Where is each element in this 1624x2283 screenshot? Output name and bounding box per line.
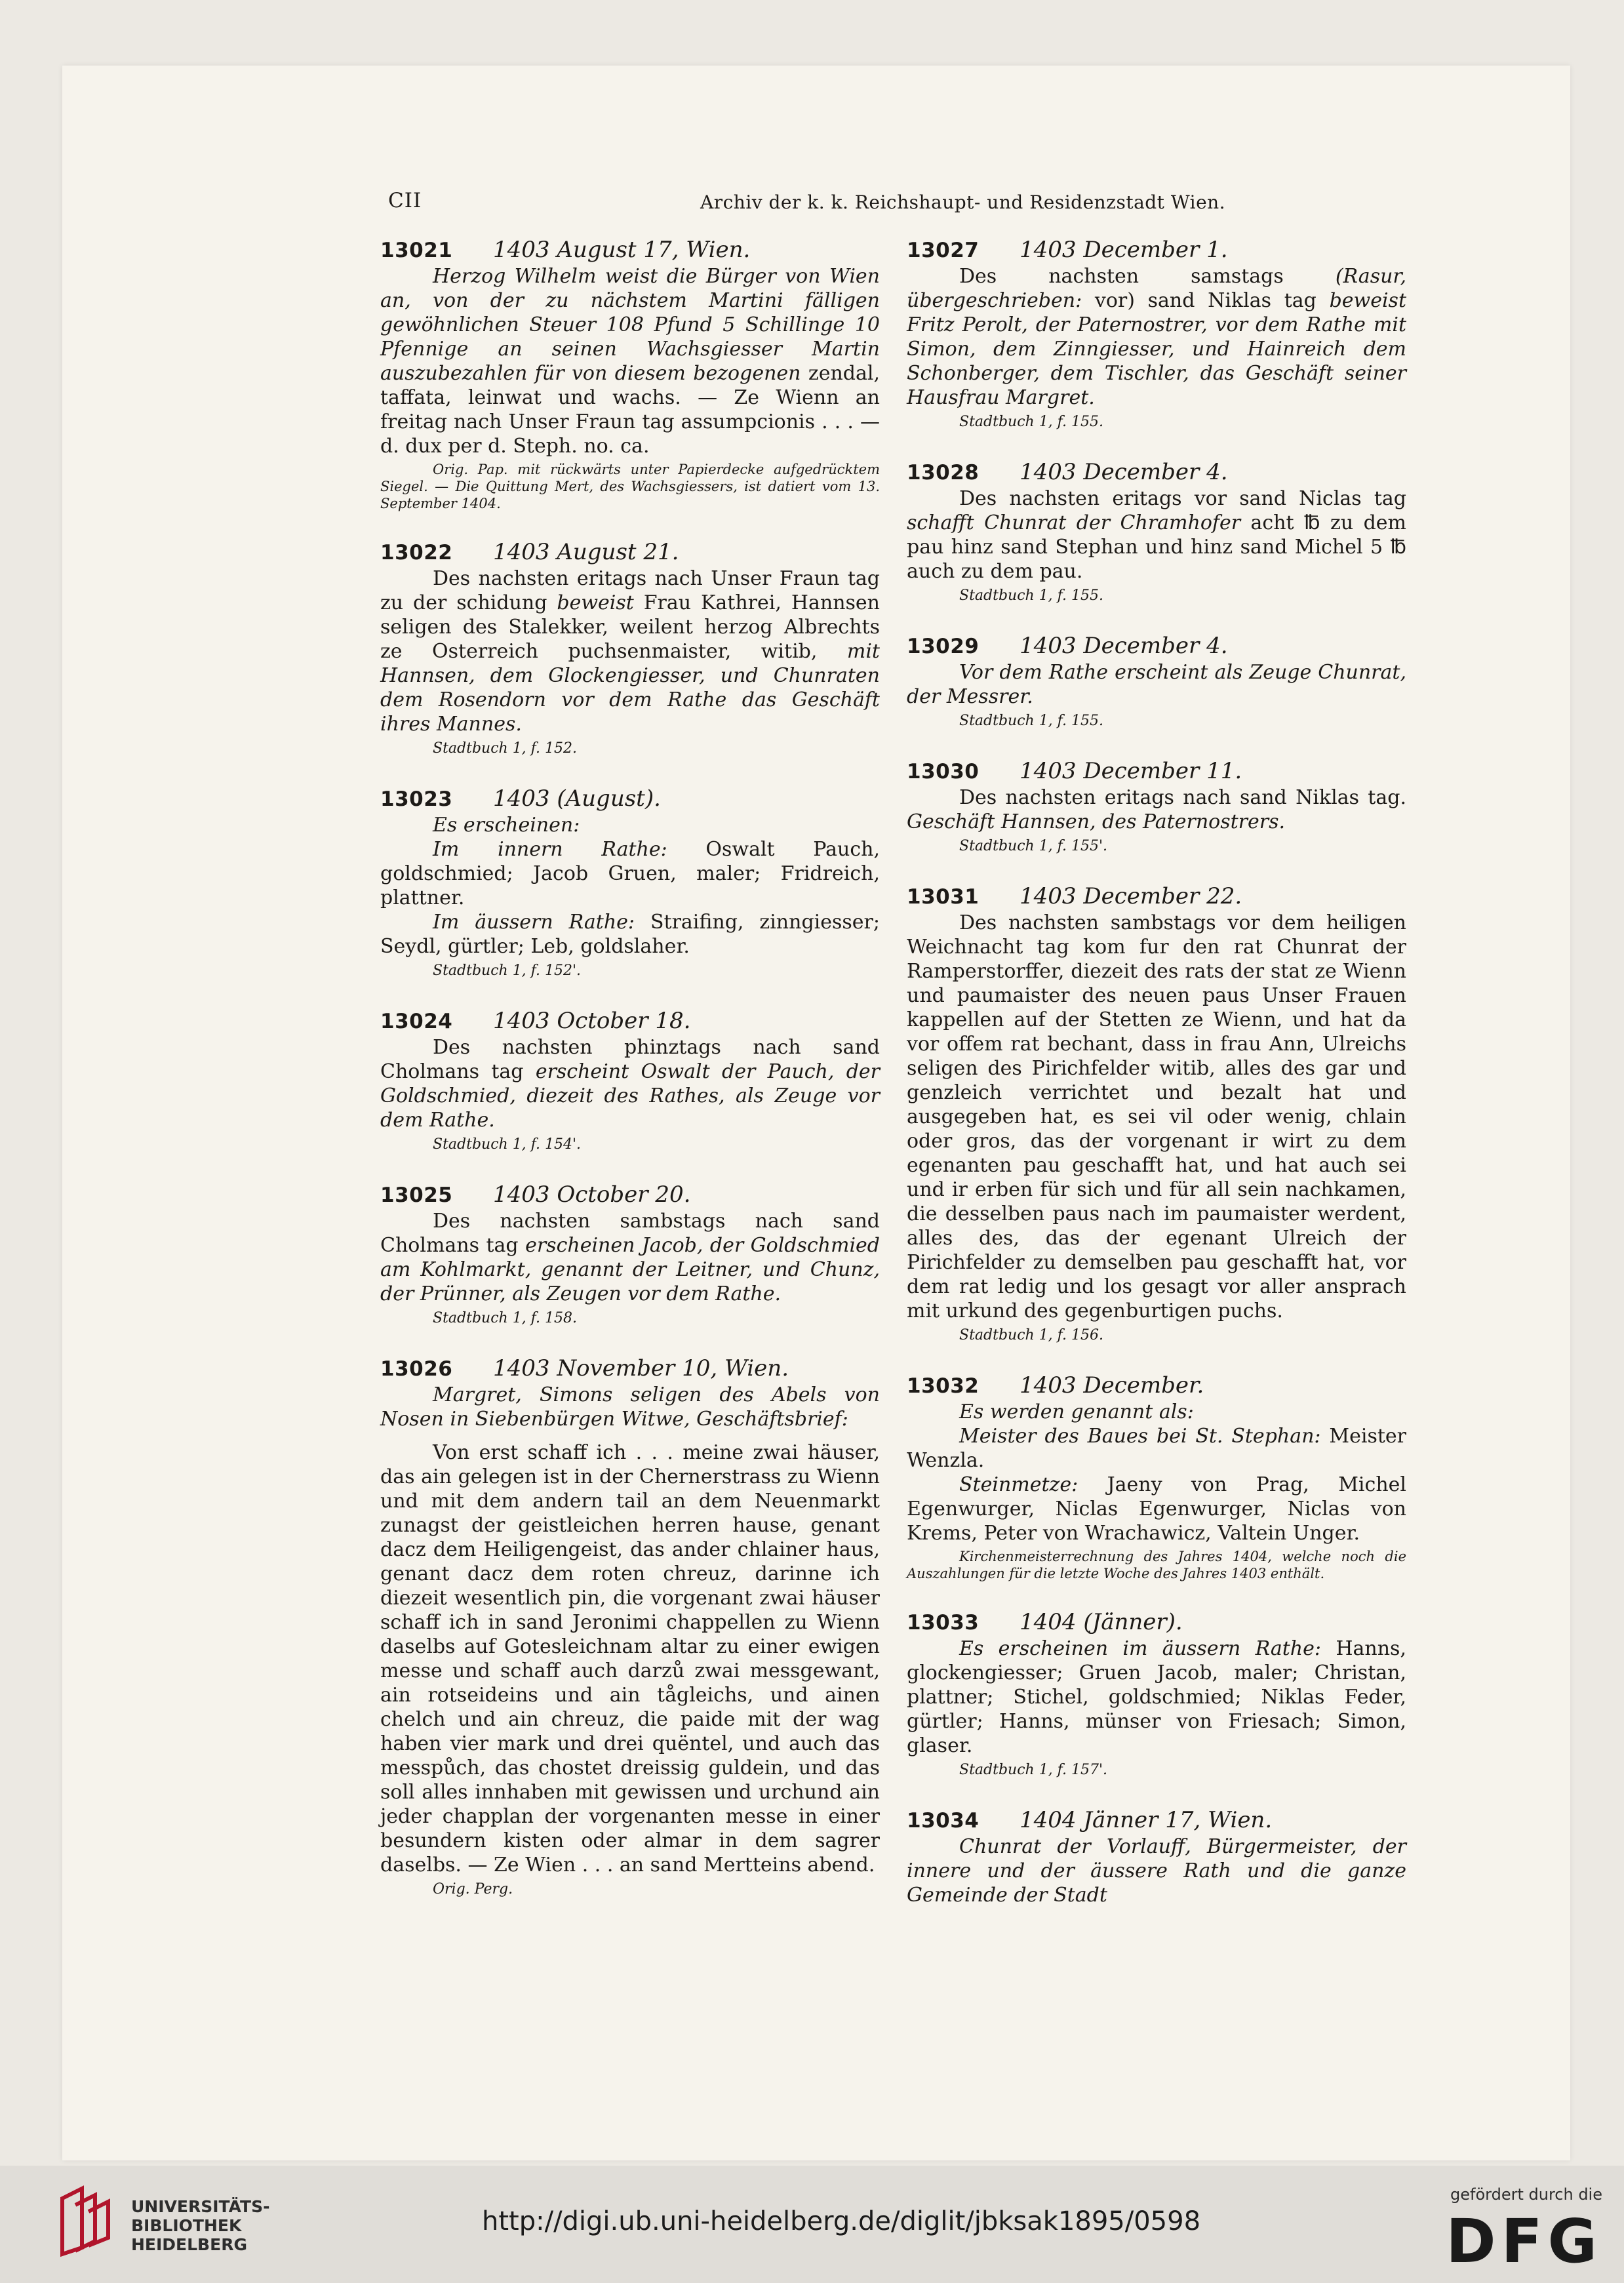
entry-heading <box>907 883 1406 911</box>
entry-13026 <box>380 1355 880 1899</box>
entry-date: 1403 August 17, Wien. <box>493 237 751 263</box>
entry-number: 13028 <box>907 461 980 485</box>
entry-heading <box>907 458 1406 486</box>
entry-number: 13025 <box>380 1183 453 1207</box>
entry-13027 <box>907 236 1406 432</box>
entry-13031 <box>907 883 1406 1345</box>
entry-date: 1404 (Jänner). <box>1020 1609 1183 1635</box>
entry-13034 <box>907 1806 1406 1907</box>
entry-source: Stadtbuch 1, f. 155'. <box>959 838 1108 854</box>
entry-heading <box>380 785 880 813</box>
running-title: Archiv der k. k. Reichshaupt- und Residenzstadt Wien. <box>700 191 1226 213</box>
entry-13033 <box>907 1608 1406 1780</box>
entry-source: Stadtbuch 1, f. 156. <box>959 1327 1103 1343</box>
entry-source: Stadtbuch 1, f. 152'. <box>433 963 582 979</box>
entry-text: Des nachsten eritags vor sand Niclas tag schafft Chunrat der Chramhofer acht ℔ zu dem pau hinz sand Stephan und hinz sand Michel 5 ℔ auch zu dem pau. <box>907 487 1406 583</box>
entry-heading <box>907 1372 1406 1400</box>
entry-13024 <box>380 1007 880 1155</box>
entry-number: 13027 <box>907 239 980 262</box>
dfg-logo: DFG <box>1446 2206 1602 2276</box>
entry-number: 13032 <box>907 1374 980 1398</box>
entry-date: 1403 December 22. <box>1020 883 1242 909</box>
entry-text: Steinmetze: Jaeny von Prag, Michel Egenwurger, Niclas Egenwurger, Niclas von Krems, Peter von Wrachawicz, Valtein Unger. <box>907 1473 1406 1545</box>
entry-date: 1403 December 1. <box>1020 237 1228 263</box>
entry-13030 <box>907 757 1406 856</box>
university-library-logo-icon <box>56 2185 115 2257</box>
entry-heading <box>380 1007 880 1035</box>
entry-text: Meister des Baues bei St. Stephan: Meister Wenzla. <box>907 1425 1406 1472</box>
entry-number: 13033 <box>907 1611 980 1635</box>
entry-text: Des nachsten samstags (Rasur, übergeschrieben: vor) sand Niklas tag beweist Fritz Perolt, der Paternostrer, vor dem Rathe mit Simon, dem Zinngiesser, und Hainreich dem Schonberger, dem Tischler, das Geschäft seiner Hausfrau Margret. <box>907 265 1406 409</box>
entry-heading <box>907 1806 1406 1835</box>
entry-source: Stadtbuch 1, f. 152. <box>433 740 577 757</box>
entry-text: Vor dem Rathe erscheint als Zeuge Chunrat, der Messrer. <box>907 661 1406 708</box>
entry-text: Im innern Rathe: Oswalt Pauch, goldschmied; Jacob Gruen, maler; Fridreich, plattner. <box>380 838 880 909</box>
entry-13023 <box>380 785 880 981</box>
entry-13021 <box>380 236 880 512</box>
entry-number: 13026 <box>380 1357 453 1381</box>
entry-heading <box>907 236 1406 264</box>
entry-number: 13030 <box>907 760 980 784</box>
entry-date: 1403 August 21. <box>493 539 679 565</box>
left-column <box>380 236 880 1926</box>
entry-source: Stadtbuch 1, f. 155. <box>959 587 1103 604</box>
entry-source: Stadtbuch 1, f. 158. <box>433 1310 577 1326</box>
entry-text: Des nachsten eritags nach Unser Fraun tag zu der schidung beweist Frau Kathrei, Hannsen seligen des Stalekker, weilent herzog Albrechts ze Osterreich puchsenmaister, witib, mit Hannsen, dem Glockengiesser, und Chunraten dem Rosendorn vor dem Rathe das Geschäft ihres Mannes. <box>380 567 880 736</box>
entry-text: Chunrat der Vorlauff, Bürgermeister, der innere und der äussere Rath und die ganze Gemeinde der Stadt <box>907 1835 1406 1907</box>
entry-date: 1403 December. <box>1020 1372 1204 1399</box>
entry-text: Des nachsten sambstags vor dem heiligen Weichnacht tag kom fur den rat Chunrat der Ramperstorffer, diezeit des rats der stat ze Wienn und paumaister des neuen paus Unser Frauen kappellen auf der Stetten ze Wienn, und hat da vor offem rat bechant, dass in frau Ann, Ulreichs seligen des Pirichfelder witib, alles des gar und genzleich verrichtet und bezalt hat und ausgegeben hat, es sei vil oder wenig, chlain oder gros, das der vorgenant ir wirt zu dem egenanten pau geschafft hat, und hat auch sei und ir erben für sich und für all sein nachkamen, die desselben paus nach im paumaister werdent, alles des, das der egenant Ulreich der Pirichfelder zu demselben pau geschafft hat, vor dem rat ledig und los gesagt vor aller ansprach mit urkund des gegenburtigen puchs. <box>907 911 1406 1322</box>
entry-text: Es werden genannt als: <box>959 1400 1194 1423</box>
entry-text: Des nachsten phinztags nach sand Cholmans tag erscheint Oswalt der Pauch, der Goldschmied, diezeit des Rathes, als Zeuge vor dem Rathe. <box>380 1036 881 1132</box>
entry-source: Stadtbuch 1, f. 155. <box>959 713 1103 729</box>
entry-13032 <box>907 1372 1406 1582</box>
entry-date: 1403 October 18. <box>493 1008 691 1034</box>
entry-note: Kirchenmeisterrechnung des Jahres 1404, welche noch die Auszahlungen für die letzte Woche des Jahres 1403 enthält. <box>907 1549 1406 1581</box>
entry-source: Orig. Perg. <box>433 1881 513 1897</box>
entry-heading <box>380 1181 880 1209</box>
entry-number: 13029 <box>907 635 980 658</box>
entry-text: Im äussern Rathe: Straifing, zinngiesser; Seydl, gürtler; Leb, goldslaher. <box>380 911 880 958</box>
entry-source: Stadtbuch 1, f. 157'. <box>959 1762 1108 1778</box>
entry-date: 1403 October 20. <box>493 1181 691 1208</box>
entry-heading <box>380 538 880 566</box>
entry-source: Stadtbuch 1, f. 155. <box>959 414 1103 430</box>
entry-text: Es erscheinen im äussern Rathe: Hanns, glockengiesser; Gruen Jacob, maler; Christan, plattner; Stichel, goldschmied; Niklas Feder, gürtler; Hanns, münser von Friesach; Simon, glaser. <box>907 1637 1406 1757</box>
entry-note: Orig. Pap. mit rückwärts unter Papierdecke aufgedrücktem Siegel. — Die Quittung Mert, des Wachsgiessers, ist datiert vom 13. September 1404. <box>380 462 880 511</box>
entry-heading <box>907 1608 1406 1637</box>
entry-date: 1403 December 11. <box>1020 758 1242 784</box>
entry-number: 13022 <box>380 541 453 565</box>
entry-date: 1404 Jänner 17, Wien. <box>1020 1807 1273 1833</box>
entry-number: 13034 <box>907 1809 980 1833</box>
right-column <box>907 236 1406 1934</box>
entry-number: 13021 <box>380 239 453 262</box>
entry-13028 <box>907 458 1406 606</box>
library-name: UNIVERSITÄTS- BIBLIOTHEK HEIDELBERG <box>131 2197 270 2254</box>
permalink-url[interactable]: http://digi.ub.uni-heidelberg.de/diglit/jbksak1895/0598 <box>482 2206 1201 2236</box>
entry-date: 1403 (August). <box>493 785 661 812</box>
entry-13022 <box>380 538 880 759</box>
entry-13029 <box>907 632 1406 731</box>
entry-text: Es erscheinen: <box>433 814 580 837</box>
entry-date: 1403 December 4. <box>1020 459 1228 485</box>
entry-number: 13031 <box>907 885 980 909</box>
entry-text: Von erst schaff ich . . . meine zwai häuser, das ain gelegen ist in der Chernerstrass zu Wienn und mit dem andern tail an dem Neuenmarkt zunagst der geistleichen herren hause, genant dacz dem Heiligengeist, das ander chlainer haus, genant dacz dem roten chreuz, darinne ich diezeit wesentlich pin, die vorgenant zwai häuser schaff ich in sand Jeronimi chappellen zu Wienn daselbs auf Gotesleichnam altar zu einer ewigen messe und schaff auch darzů zwai messgewant, ain rotseideins und ain tågleichs, und ainen chelch und ain chreuz, die paide mit der wag haben vier mark und drei quëntel, und auch das messpůch, das chostet dreissig guldein, und das soll alles innhaben mit gewissen und urchund ain jeder chapplan der vorgenanten messe in einer besundern kisten oder almar in dem sagrer daselbs. — Ze Wien . . . an sand Mertteins abend. <box>380 1441 880 1876</box>
entry-source: Stadtbuch 1, f. 154'. <box>433 1136 582 1153</box>
funder-label: gefördert durch die <box>1450 2185 1602 2204</box>
page-number: CII <box>388 189 422 212</box>
entry-heading <box>380 1355 880 1383</box>
entry-text: Des nachsten eritags nach sand Niklas tag. Geschäft Hannsen, des Paternostrers. <box>907 786 1406 833</box>
entry-text: Margret, Simons seligen des Abels von Nosen in Siebenbürgen Witwe, Geschäftsbrief: <box>380 1383 880 1431</box>
entry-date: 1403 December 4. <box>1020 633 1228 659</box>
entry-date: 1403 November 10, Wien. <box>493 1355 789 1381</box>
entry-text: Des nachsten sambstags nach sand Cholmans tag erscheinen Jacob, der Goldschmied am Kohlmarkt, genannt der Leitner, und Chunz, der Prünner, als Zeugen vor dem Rathe. <box>380 1210 881 1305</box>
entry-number: 13023 <box>380 787 453 811</box>
viewer-footer-bar <box>0 2166 1624 2283</box>
entry-heading <box>380 236 880 264</box>
entry-heading <box>907 757 1406 785</box>
entry-13025 <box>380 1181 880 1328</box>
entry-heading <box>907 632 1406 660</box>
entry-number: 13024 <box>380 1010 453 1033</box>
entry-text: Herzog Wilhelm weist die Bürger von Wien an, von der zu nächstem Martini fälligen gewöhnlichen Steuer 108 Pfund 5 Schillinge 10 Pfennige an seinen Wachsgiesser Martin auszubezahlen für von diesem bezogenen zendal, taffata, leinwat und wachs. — Ze Wienn an freitag nach Unser Fraun tag assumpcionis . . . — d. dux per d. Steph. no. ca. <box>380 265 880 458</box>
